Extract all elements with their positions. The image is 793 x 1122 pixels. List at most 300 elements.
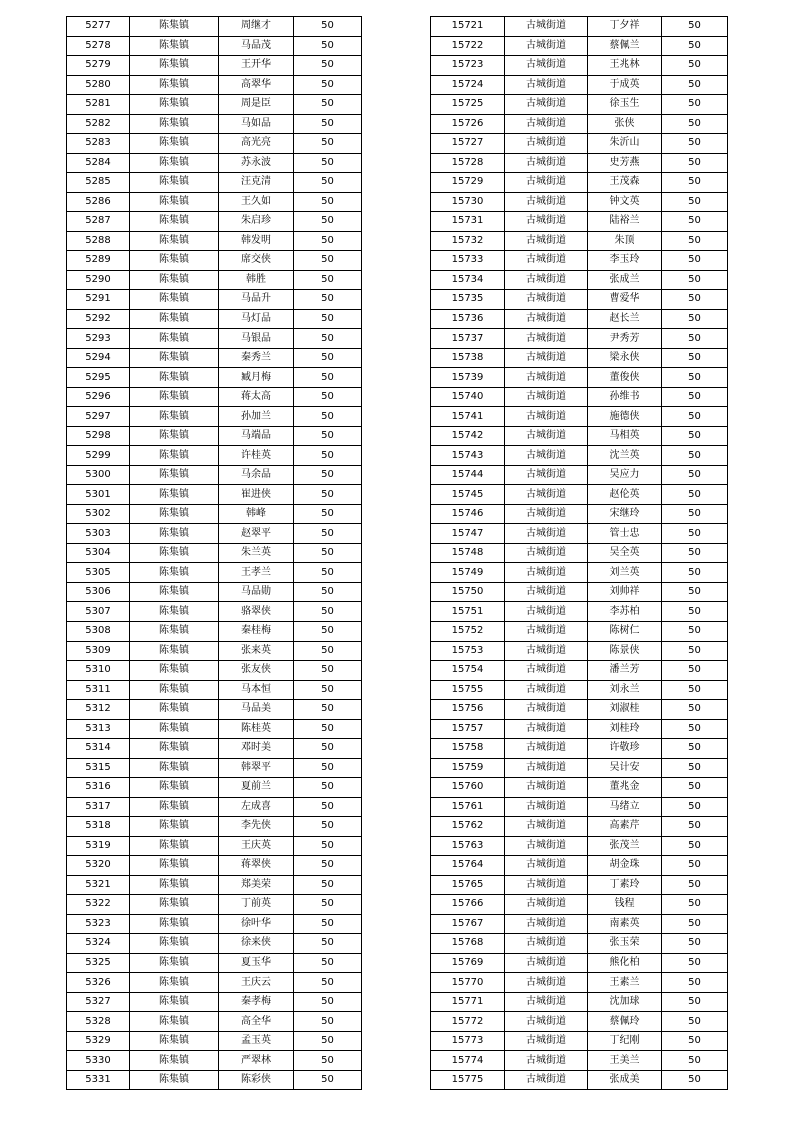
amount-cell: 50 [662,95,728,115]
amount-cell: 50 [294,1051,362,1071]
amount-cell: 50 [662,856,728,876]
township-cell: 陈集镇 [130,700,219,720]
person-name-cell: 陈树仁 [588,621,662,641]
table-row [431,543,728,563]
person-name-cell: 南素英 [588,914,662,934]
township-cell: 陈集镇 [130,212,219,232]
amount-cell: 50 [662,661,728,681]
table-row [431,290,728,310]
right-roster-table [430,16,728,1090]
table-row [431,212,728,232]
township-cell: 陈集镇 [130,641,219,661]
person-name-cell: 王美兰 [588,1051,662,1071]
person-name-cell: 沈兰英 [588,446,662,466]
table-row [67,368,362,388]
amount-cell: 50 [294,309,362,329]
serial-number-cell: 5312 [67,700,130,720]
amount-cell: 50 [294,973,362,993]
township-cell: 古城街道 [505,914,588,934]
township-cell: 陈集镇 [130,134,219,154]
township-cell: 古城街道 [505,1051,588,1071]
table-row [67,17,362,37]
township-cell: 陈集镇 [130,797,219,817]
serial-number-cell: 15743 [431,446,505,466]
person-name-cell: 马品勋 [219,582,294,602]
township-cell: 陈集镇 [130,778,219,798]
township-cell: 陈集镇 [130,1012,219,1032]
person-name-cell: 钟文英 [588,192,662,212]
amount-cell: 50 [294,134,362,154]
amount-cell: 50 [294,524,362,544]
township-cell: 陈集镇 [130,1070,219,1090]
township-cell: 陈集镇 [130,75,219,95]
person-name-cell: 钱程 [588,895,662,915]
person-name-cell: 王开华 [219,56,294,76]
table-row [67,504,362,524]
amount-cell: 50 [662,446,728,466]
person-name-cell: 丁素玲 [588,875,662,895]
person-name-cell: 张茂兰 [588,836,662,856]
serial-number-cell: 5289 [67,251,130,271]
person-name-cell: 严翠林 [219,1051,294,1071]
table-row [431,231,728,251]
person-name-cell: 王茂森 [588,173,662,193]
amount-cell: 50 [662,231,728,251]
person-name-cell: 高光亮 [219,134,294,154]
left-roster-body [67,17,362,1090]
serial-number-cell: 15723 [431,56,505,76]
amount-cell: 50 [294,407,362,427]
township-cell: 古城街道 [505,173,588,193]
table-row [431,836,728,856]
township-cell: 古城街道 [505,953,588,973]
township-cell: 陈集镇 [130,1031,219,1051]
amount-cell: 50 [662,329,728,349]
amount-cell: 50 [662,290,728,310]
person-name-cell: 徐来侠 [219,934,294,954]
township-cell: 陈集镇 [130,875,219,895]
amount-cell: 50 [294,778,362,798]
amount-cell: 50 [294,1012,362,1032]
amount-cell: 50 [294,192,362,212]
township-cell: 古城街道 [505,680,588,700]
serial-number-cell: 15736 [431,309,505,329]
amount-cell: 50 [294,465,362,485]
serial-number-cell: 15742 [431,426,505,446]
township-cell: 陈集镇 [130,290,219,310]
serial-number-cell: 15751 [431,602,505,622]
serial-number-cell: 5281 [67,95,130,115]
table-row [431,251,728,271]
township-cell: 陈集镇 [130,856,219,876]
serial-number-cell: 5328 [67,1012,130,1032]
township-cell: 古城街道 [505,56,588,76]
table-row [67,348,362,368]
serial-number-cell: 5310 [67,661,130,681]
serial-number-cell: 5315 [67,758,130,778]
amount-cell: 50 [662,134,728,154]
table-row [67,895,362,915]
township-cell: 古城街道 [505,368,588,388]
township-cell: 古城街道 [505,465,588,485]
serial-number-cell: 15749 [431,563,505,583]
township-cell: 陈集镇 [130,836,219,856]
township-cell: 古城街道 [505,973,588,993]
table-row [431,446,728,466]
person-name-cell: 周是臣 [219,95,294,115]
person-name-cell: 赵长兰 [588,309,662,329]
township-cell: 陈集镇 [130,621,219,641]
township-cell: 古城街道 [505,563,588,583]
table-row [431,173,728,193]
township-cell: 陈集镇 [130,817,219,837]
amount-cell: 50 [294,504,362,524]
person-name-cell: 蔡佩兰 [588,36,662,56]
table-row [431,856,728,876]
amount-cell: 50 [294,1070,362,1090]
amount-cell: 50 [662,778,728,798]
serial-number-cell: 15754 [431,661,505,681]
person-name-cell: 张友侠 [219,661,294,681]
person-name-cell: 王庆云 [219,973,294,993]
person-name-cell: 马本恒 [219,680,294,700]
person-name-cell: 陈彩侠 [219,1070,294,1090]
table-row [431,1051,728,1071]
amount-cell: 50 [662,582,728,602]
township-cell: 陈集镇 [130,719,219,739]
township-cell: 古城街道 [505,75,588,95]
person-name-cell: 丁纪刚 [588,1031,662,1051]
person-name-cell: 管士忠 [588,524,662,544]
person-name-cell: 王庆英 [219,836,294,856]
amount-cell: 50 [294,153,362,173]
amount-cell: 50 [662,700,728,720]
township-cell: 古城街道 [505,758,588,778]
person-name-cell: 陈桂英 [219,719,294,739]
table-row [67,797,362,817]
person-name-cell: 孙维书 [588,387,662,407]
township-cell: 古城街道 [505,1070,588,1090]
amount-cell: 50 [294,602,362,622]
serial-number-cell: 15740 [431,387,505,407]
serial-number-cell: 5278 [67,36,130,56]
township-cell: 古城街道 [505,641,588,661]
serial-number-cell: 15733 [431,251,505,271]
township-cell: 陈集镇 [130,426,219,446]
serial-number-cell: 15721 [431,17,505,37]
person-name-cell: 马品升 [219,290,294,310]
amount-cell: 50 [294,914,362,934]
amount-cell: 50 [662,602,728,622]
amount-cell: 50 [294,582,362,602]
amount-cell: 50 [662,739,728,759]
table-row [67,973,362,993]
table-row [431,192,728,212]
township-cell: 陈集镇 [130,582,219,602]
amount-cell: 50 [294,758,362,778]
township-cell: 古城街道 [505,797,588,817]
table-row [67,309,362,329]
person-name-cell: 陆裕兰 [588,212,662,232]
table-row [67,661,362,681]
table-row [67,56,362,76]
township-cell: 陈集镇 [130,95,219,115]
table-row [67,543,362,563]
amount-cell: 50 [662,75,728,95]
table-row [67,95,362,115]
amount-cell: 50 [662,758,728,778]
person-name-cell: 王素兰 [588,973,662,993]
amount-cell: 50 [662,504,728,524]
amount-cell: 50 [662,895,728,915]
serial-number-cell: 5291 [67,290,130,310]
township-cell: 古城街道 [505,856,588,876]
table-row [67,992,362,1012]
township-cell: 古城街道 [505,602,588,622]
table-row [431,895,728,915]
person-name-cell: 韩翠平 [219,758,294,778]
serial-number-cell: 5294 [67,348,130,368]
table-row [431,348,728,368]
table-row [67,426,362,446]
serial-number-cell: 5280 [67,75,130,95]
person-name-cell: 潘兰芳 [588,661,662,681]
serial-number-cell: 15750 [431,582,505,602]
serial-number-cell: 5307 [67,602,130,622]
serial-number-cell: 15770 [431,973,505,993]
person-name-cell: 马品美 [219,700,294,720]
table-row [431,914,728,934]
person-name-cell: 朱顶 [588,231,662,251]
township-cell: 陈集镇 [130,914,219,934]
table-row [67,1051,362,1071]
township-cell: 陈集镇 [130,231,219,251]
township-cell: 陈集镇 [130,446,219,466]
table-row [431,329,728,349]
person-name-cell: 王兆林 [588,56,662,76]
serial-number-cell: 5303 [67,524,130,544]
table-row [431,270,728,290]
amount-cell: 50 [662,914,728,934]
township-cell: 古城街道 [505,309,588,329]
table-row [67,114,362,134]
township-cell: 陈集镇 [130,895,219,915]
township-cell: 陈集镇 [130,309,219,329]
township-cell: 陈集镇 [130,407,219,427]
township-cell: 陈集镇 [130,368,219,388]
person-name-cell: 熊化柏 [588,953,662,973]
person-name-cell: 刘淑桂 [588,700,662,720]
township-cell: 陈集镇 [130,680,219,700]
person-name-cell: 朱兰英 [219,543,294,563]
table-row [67,153,362,173]
right-roster-body [431,17,728,1090]
table-row [67,212,362,232]
table-row [67,407,362,427]
serial-number-cell: 15741 [431,407,505,427]
township-cell: 古城街道 [505,875,588,895]
table-row [67,582,362,602]
amount-cell: 50 [294,56,362,76]
amount-cell: 50 [294,114,362,134]
township-cell: 陈集镇 [130,251,219,271]
person-name-cell: 周继才 [219,17,294,37]
person-name-cell: 张成兰 [588,270,662,290]
table-row [431,953,728,973]
serial-number-cell: 5299 [67,446,130,466]
serial-number-cell: 15767 [431,914,505,934]
amount-cell: 50 [294,426,362,446]
person-name-cell: 史芳燕 [588,153,662,173]
table-row [67,836,362,856]
person-name-cell: 马品茂 [219,36,294,56]
table-row [67,1070,362,1090]
serial-number-cell: 15737 [431,329,505,349]
amount-cell: 50 [294,563,362,583]
amount-cell: 50 [662,1070,728,1090]
person-name-cell: 刘兰英 [588,563,662,583]
amount-cell: 50 [294,621,362,641]
person-name-cell: 郑美荣 [219,875,294,895]
serial-number-cell: 5304 [67,543,130,563]
serial-number-cell: 15763 [431,836,505,856]
person-name-cell: 赵翠平 [219,524,294,544]
serial-number-cell: 5331 [67,1070,130,1090]
township-cell: 古城街道 [505,36,588,56]
table-row [431,719,728,739]
serial-number-cell: 15772 [431,1012,505,1032]
person-name-cell: 刘桂玲 [588,719,662,739]
person-name-cell: 丁夕祥 [588,17,662,37]
table-row [431,602,728,622]
table-row [431,758,728,778]
table-row [431,75,728,95]
serial-number-cell: 15726 [431,114,505,134]
serial-number-cell: 5317 [67,797,130,817]
township-cell: 陈集镇 [130,758,219,778]
person-name-cell: 吴全英 [588,543,662,563]
amount-cell: 50 [662,1012,728,1032]
person-name-cell: 骆翠侠 [219,602,294,622]
township-cell: 古城街道 [505,543,588,563]
serial-number-cell: 5319 [67,836,130,856]
person-name-cell: 刘帅祥 [588,582,662,602]
serial-number-cell: 15727 [431,134,505,154]
person-name-cell: 朱启珍 [219,212,294,232]
township-cell: 陈集镇 [130,934,219,954]
township-cell: 古城街道 [505,934,588,954]
person-name-cell: 尹秀芳 [588,329,662,349]
person-name-cell: 张侠 [588,114,662,134]
table-row [431,95,728,115]
township-cell: 古城街道 [505,348,588,368]
table-row [67,485,362,505]
serial-number-cell: 5284 [67,153,130,173]
person-name-cell: 韩峰 [219,504,294,524]
table-row [431,134,728,154]
serial-number-cell: 5329 [67,1031,130,1051]
amount-cell: 50 [662,973,728,993]
amount-cell: 50 [662,817,728,837]
township-cell: 陈集镇 [130,387,219,407]
serial-number-cell: 15757 [431,719,505,739]
table-row [431,700,728,720]
table-row [431,56,728,76]
township-cell: 古城街道 [505,817,588,837]
person-name-cell: 马绪立 [588,797,662,817]
table-row [431,504,728,524]
serial-number-cell: 15725 [431,95,505,115]
person-name-cell: 秦孝梅 [219,992,294,1012]
serial-number-cell: 15774 [431,1051,505,1071]
person-name-cell: 韩发明 [219,231,294,251]
amount-cell: 50 [294,817,362,837]
serial-number-cell: 5301 [67,485,130,505]
township-cell: 陈集镇 [130,543,219,563]
amount-cell: 50 [662,212,728,232]
township-cell: 古城街道 [505,836,588,856]
serial-number-cell: 5288 [67,231,130,251]
person-name-cell: 胡金珠 [588,856,662,876]
amount-cell: 50 [662,524,728,544]
amount-cell: 50 [294,36,362,56]
person-name-cell: 董俊侠 [588,368,662,388]
township-cell: 陈集镇 [130,992,219,1012]
person-name-cell: 马如品 [219,114,294,134]
township-cell: 陈集镇 [130,56,219,76]
amount-cell: 50 [294,251,362,271]
amount-cell: 50 [294,368,362,388]
serial-number-cell: 5320 [67,856,130,876]
amount-cell: 50 [662,563,728,583]
amount-cell: 50 [294,934,362,954]
amount-cell: 50 [294,17,362,37]
table-row [431,114,728,134]
person-name-cell: 梁永侠 [588,348,662,368]
serial-number-cell: 5308 [67,621,130,641]
table-row [431,582,728,602]
serial-number-cell: 15765 [431,875,505,895]
table-row [431,817,728,837]
serial-number-cell: 15761 [431,797,505,817]
amount-cell: 50 [662,426,728,446]
serial-number-cell: 5279 [67,56,130,76]
township-cell: 古城街道 [505,426,588,446]
person-name-cell: 董兆金 [588,778,662,798]
table-row [67,914,362,934]
person-name-cell: 马相英 [588,426,662,446]
person-name-cell: 宋继玲 [588,504,662,524]
serial-number-cell: 5295 [67,368,130,388]
township-cell: 古城街道 [505,621,588,641]
person-name-cell: 张成美 [588,1070,662,1090]
person-name-cell: 张玉荣 [588,934,662,954]
amount-cell: 50 [294,797,362,817]
amount-cell: 50 [294,173,362,193]
table-row [67,270,362,290]
table-row [431,426,728,446]
township-cell: 陈集镇 [130,973,219,993]
person-name-cell: 李玉玲 [588,251,662,271]
table-row [67,290,362,310]
person-name-cell: 吴应力 [588,465,662,485]
table-row [67,134,362,154]
serial-number-cell: 15768 [431,934,505,954]
township-cell: 古城街道 [505,582,588,602]
table-row [67,778,362,798]
person-name-cell: 左成喜 [219,797,294,817]
township-cell: 古城街道 [505,231,588,251]
